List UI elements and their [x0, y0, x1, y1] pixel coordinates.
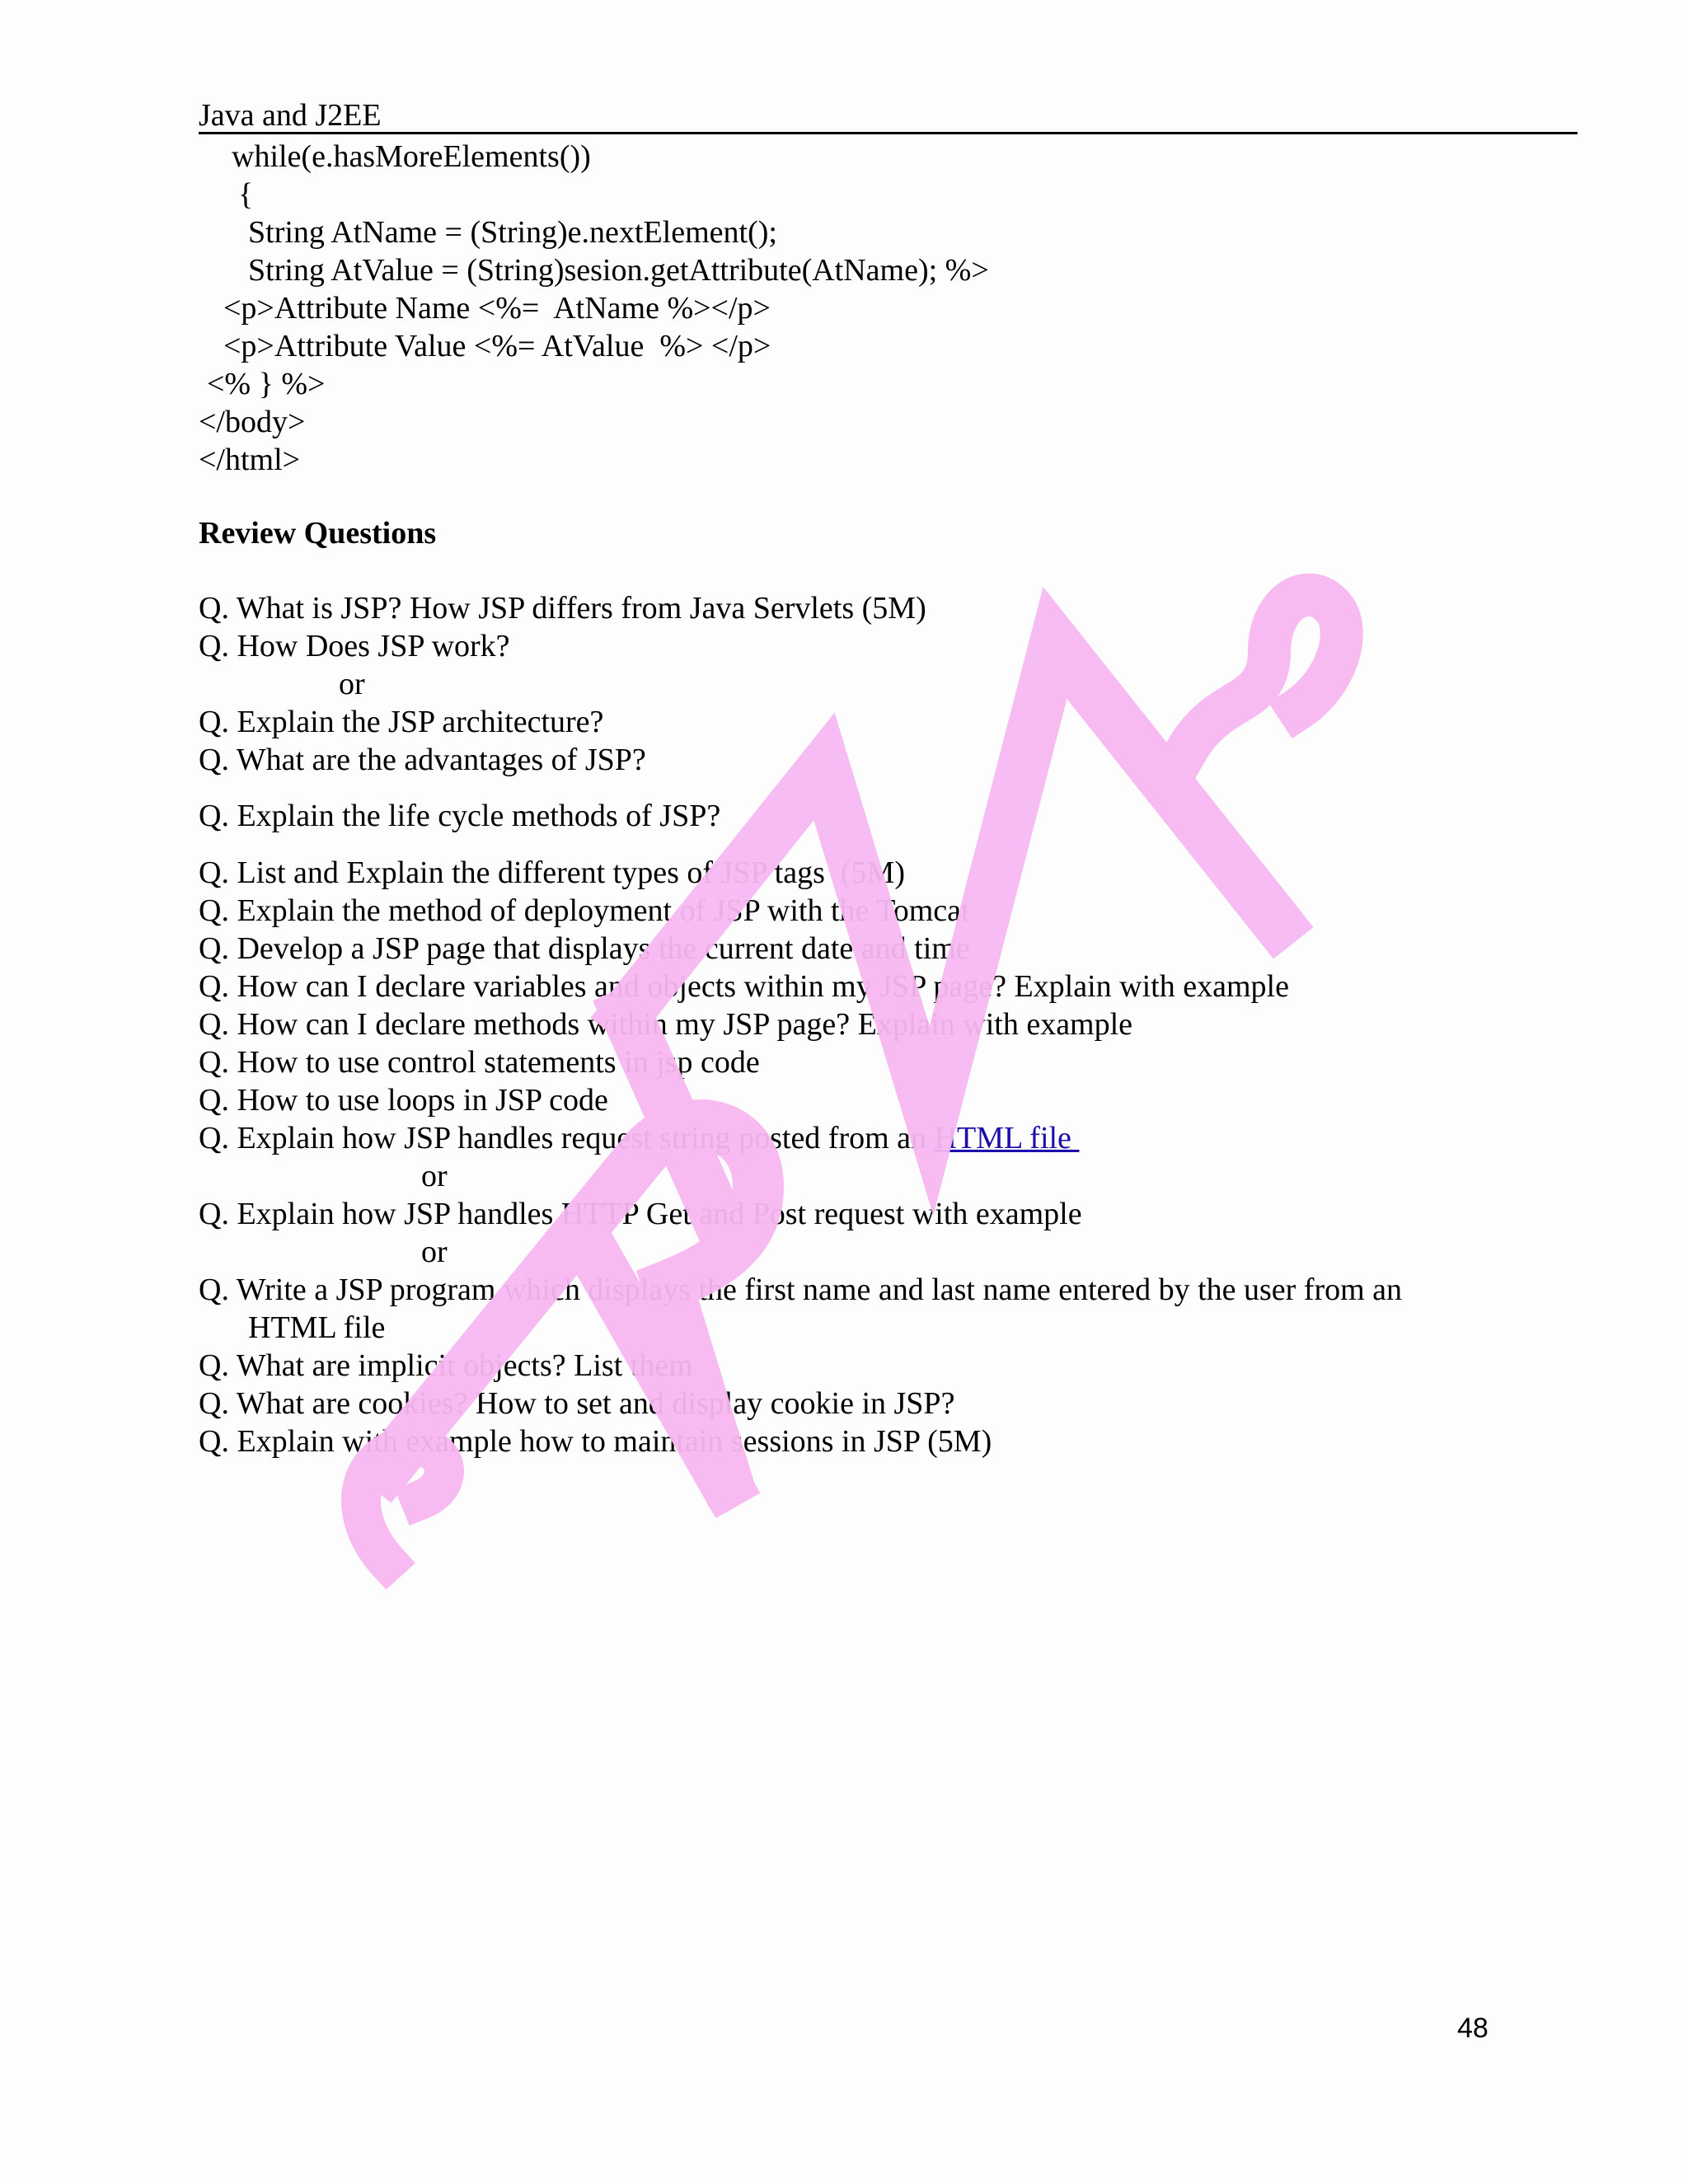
header-title: Java and J2EE	[199, 98, 382, 133]
or-connector: or	[339, 667, 365, 701]
section-heading: Review Questions	[199, 516, 437, 551]
code-line: </html>	[199, 443, 301, 477]
or-connector: or	[421, 1159, 448, 1193]
page-number: 48	[1457, 2013, 1489, 2044]
code-line: while(e.hasMoreElements())	[232, 139, 591, 174]
watermark-tilde-right	[1187, 595, 1342, 750]
question-item: Q. Explain the life cycle methods of JSP?	[199, 799, 721, 833]
question-item: Q. Explain the JSP architecture?	[199, 705, 604, 739]
question-item: Q. Explain the method of deployment of JSP with the Tomcat	[199, 893, 970, 928]
question-item: Q. What are cookies? How to set and display cookie in JSP?	[199, 1386, 955, 1421]
code-line: </body>	[199, 405, 306, 439]
question-item	[199, 1120, 1079, 1156]
question-item: Q. Write a JSP program which displays the first name and last name entered by the user from an	[199, 1272, 1403, 1307]
code-line: {	[238, 177, 254, 212]
code-line: <% } %>	[207, 367, 326, 401]
watermark-tilde-left	[361, 1446, 444, 1562]
running-header	[199, 99, 1578, 134]
code-line: <p>Attribute Value <%= AtValue %> </p>	[223, 329, 771, 363]
question-item: Q. How to use loops in JSP code	[199, 1083, 608, 1118]
question-item: Q. How can I declare methods within my JSP page? Explain with example	[199, 1007, 1133, 1042]
code-line: String AtName = (String)e.nextElement();	[248, 215, 777, 250]
question-item: Q. Develop a JSP page that displays the current date and time	[199, 931, 970, 966]
question-item: Q. How to use control statements in jsp code	[199, 1045, 760, 1080]
or-connector: or	[421, 1235, 448, 1269]
question-item: Q. Explain how JSP handles HTTP Get and Post request with example	[199, 1197, 1082, 1231]
question-item: Q. How can I declare variables and objects within my JSP page? Explain with example	[199, 969, 1289, 1004]
code-line: String AtValue = (String)sesion.getAttribute(AtName); %>	[248, 253, 989, 288]
html-file-link[interactable]: HTML file	[934, 1121, 1080, 1155]
question-item: Q. What are implicit objects? List them	[199, 1348, 693, 1383]
question-continuation: HTML file	[248, 1310, 386, 1345]
question-item: Q. How Does JSP work?	[199, 629, 510, 663]
question-text: Q. Explain how JSP handles request string posted from an	[199, 1121, 935, 1155]
question-item: Q. Explain with example how to maintain sessions in JSP (5M)	[199, 1424, 992, 1459]
code-line: <p>Attribute Name <%= AtName %></p>	[223, 291, 771, 326]
question-item: Q. List and Explain the different types of JSP tags (5M)	[199, 855, 905, 890]
question-item: Q. What are the advantages of JSP?	[199, 743, 646, 777]
question-item: Q. What is JSP? How JSP differs from Java Servlets (5M)	[199, 591, 926, 626]
